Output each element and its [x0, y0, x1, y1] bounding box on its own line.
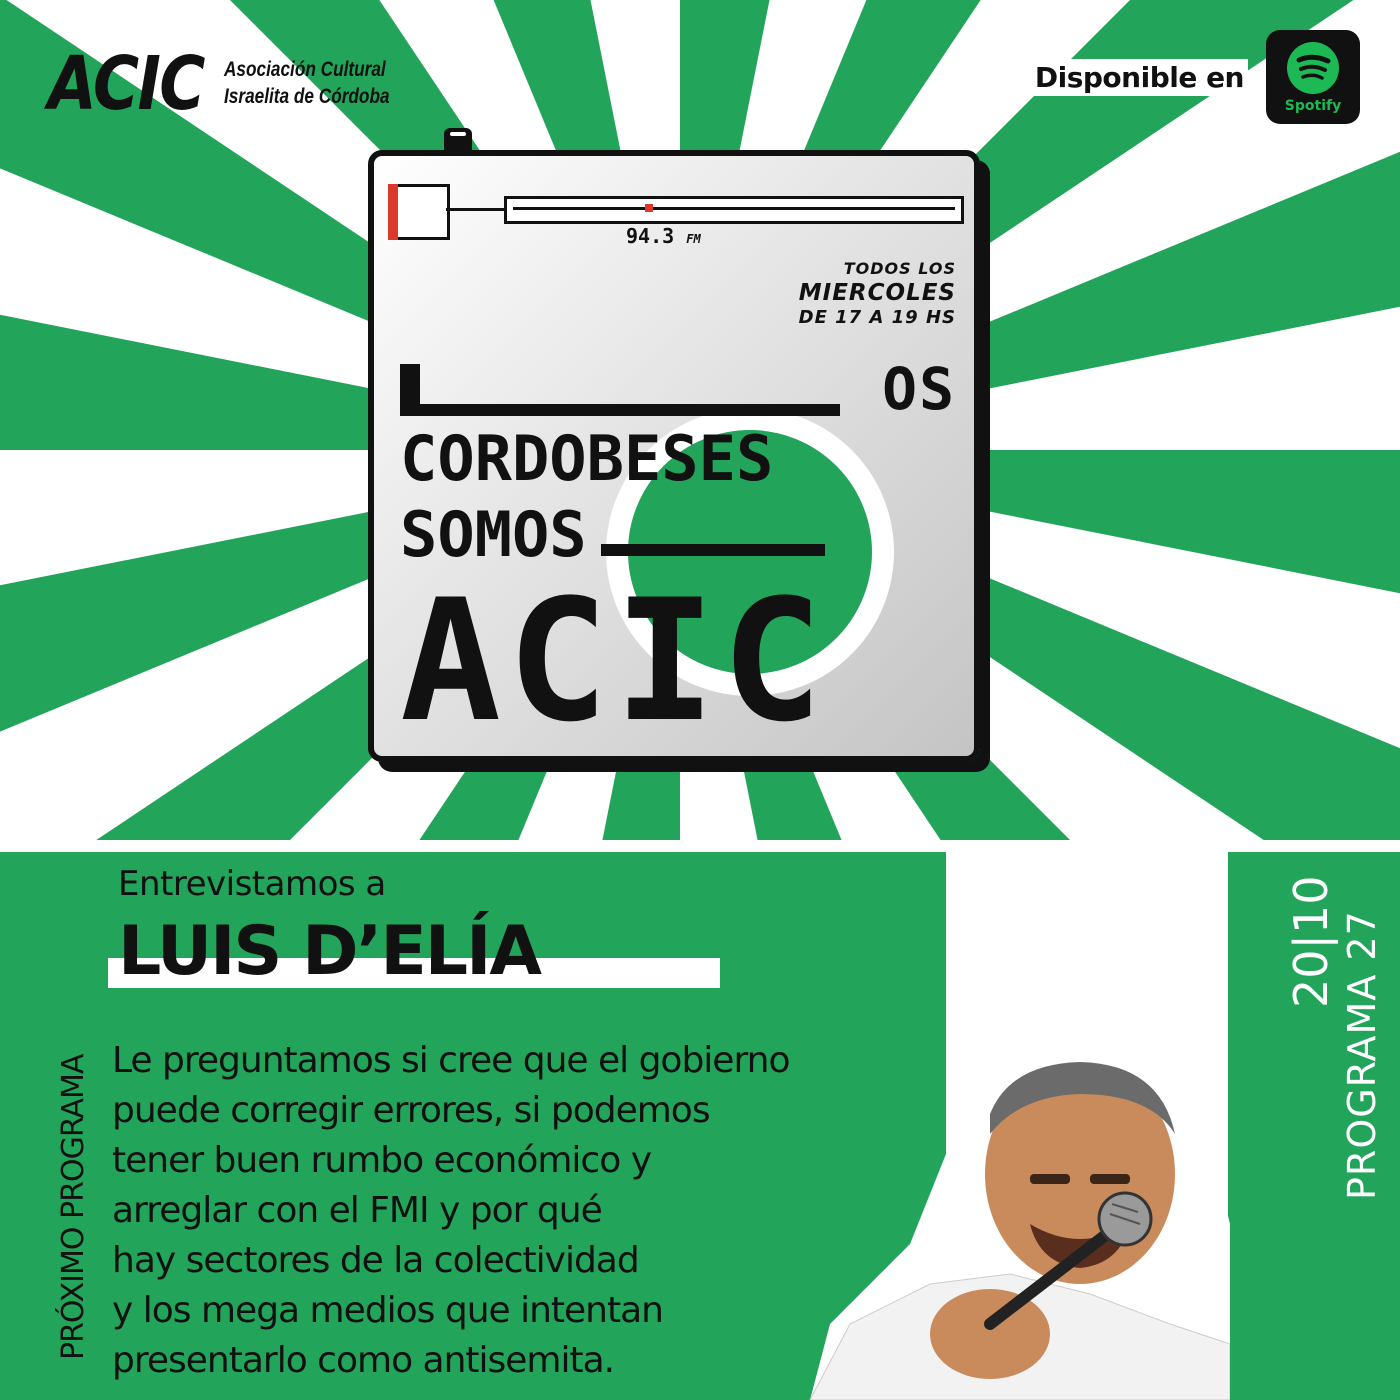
description-line: hay sectores de la colectividad — [112, 1240, 639, 1281]
acic-logo-mark: ACIC — [48, 41, 204, 127]
description-line: presentarlo como antisemita. — [112, 1340, 615, 1381]
frequency-unit: FM — [686, 232, 701, 246]
schedule-text — [799, 258, 956, 330]
radio-antenna — [444, 128, 472, 152]
title-os: OS — [882, 355, 956, 423]
program-number: PROGRAMA 27 — [1340, 910, 1384, 1200]
guest-photo — [790, 1024, 1230, 1400]
acic-logo — [48, 36, 390, 132]
logo-line-2: Israelita de Córdoba — [224, 85, 390, 108]
frequency-readout — [626, 224, 701, 248]
next-program-label: PRÓXIMO PROGRAMA — [56, 1054, 91, 1360]
title-blank-underline — [601, 544, 825, 556]
spotify-availability[interactable] — [1031, 30, 1360, 124]
schedule-line-1: TODOS LOS — [843, 259, 956, 278]
guest-name: LUIS D’ELÍA — [118, 912, 541, 991]
interview-intro: Entrevistamos a — [118, 864, 386, 904]
radio-body — [368, 150, 980, 762]
title-somos: SOMOS — [400, 498, 587, 571]
radio-illustration — [368, 128, 982, 762]
spotify-label: Spotify — [1284, 98, 1342, 114]
title-l-underline — [400, 404, 840, 416]
spotify-badge[interactable] — [1266, 30, 1360, 124]
title-acic: ACIC — [400, 563, 829, 759]
tuning-knob — [388, 184, 450, 240]
description-line: arreglar con el FMI y por qué — [112, 1190, 602, 1231]
dial-connector — [446, 208, 506, 211]
schedule-line-2: MIERCOLES — [798, 280, 956, 306]
schedule-line-3: DE 17 A 19 HS — [798, 307, 956, 328]
available-on-text: Disponible en — [1031, 59, 1248, 96]
spotify-icon — [1285, 40, 1341, 96]
description-line: tener buen rumbo económico y — [112, 1140, 651, 1181]
description-line: Le preguntamos si cree que el gobierno — [112, 1040, 790, 1081]
tuning-dial — [504, 196, 964, 224]
logo-line-1: Asociación Cultural — [224, 58, 386, 81]
title-cordobeses: CORDOBESES — [400, 422, 774, 495]
title-line-1 — [400, 355, 956, 423]
description-line: puede corregir errores, si podemos — [112, 1090, 710, 1131]
title-line-3 — [400, 498, 956, 571]
dial-marker — [645, 204, 653, 212]
frequency-value: 94.3 — [626, 224, 675, 248]
description-line: y los mega medios que intentan — [112, 1290, 663, 1331]
acic-logo-subtitle — [224, 56, 413, 110]
program-date: 20|10 — [1284, 875, 1338, 1008]
